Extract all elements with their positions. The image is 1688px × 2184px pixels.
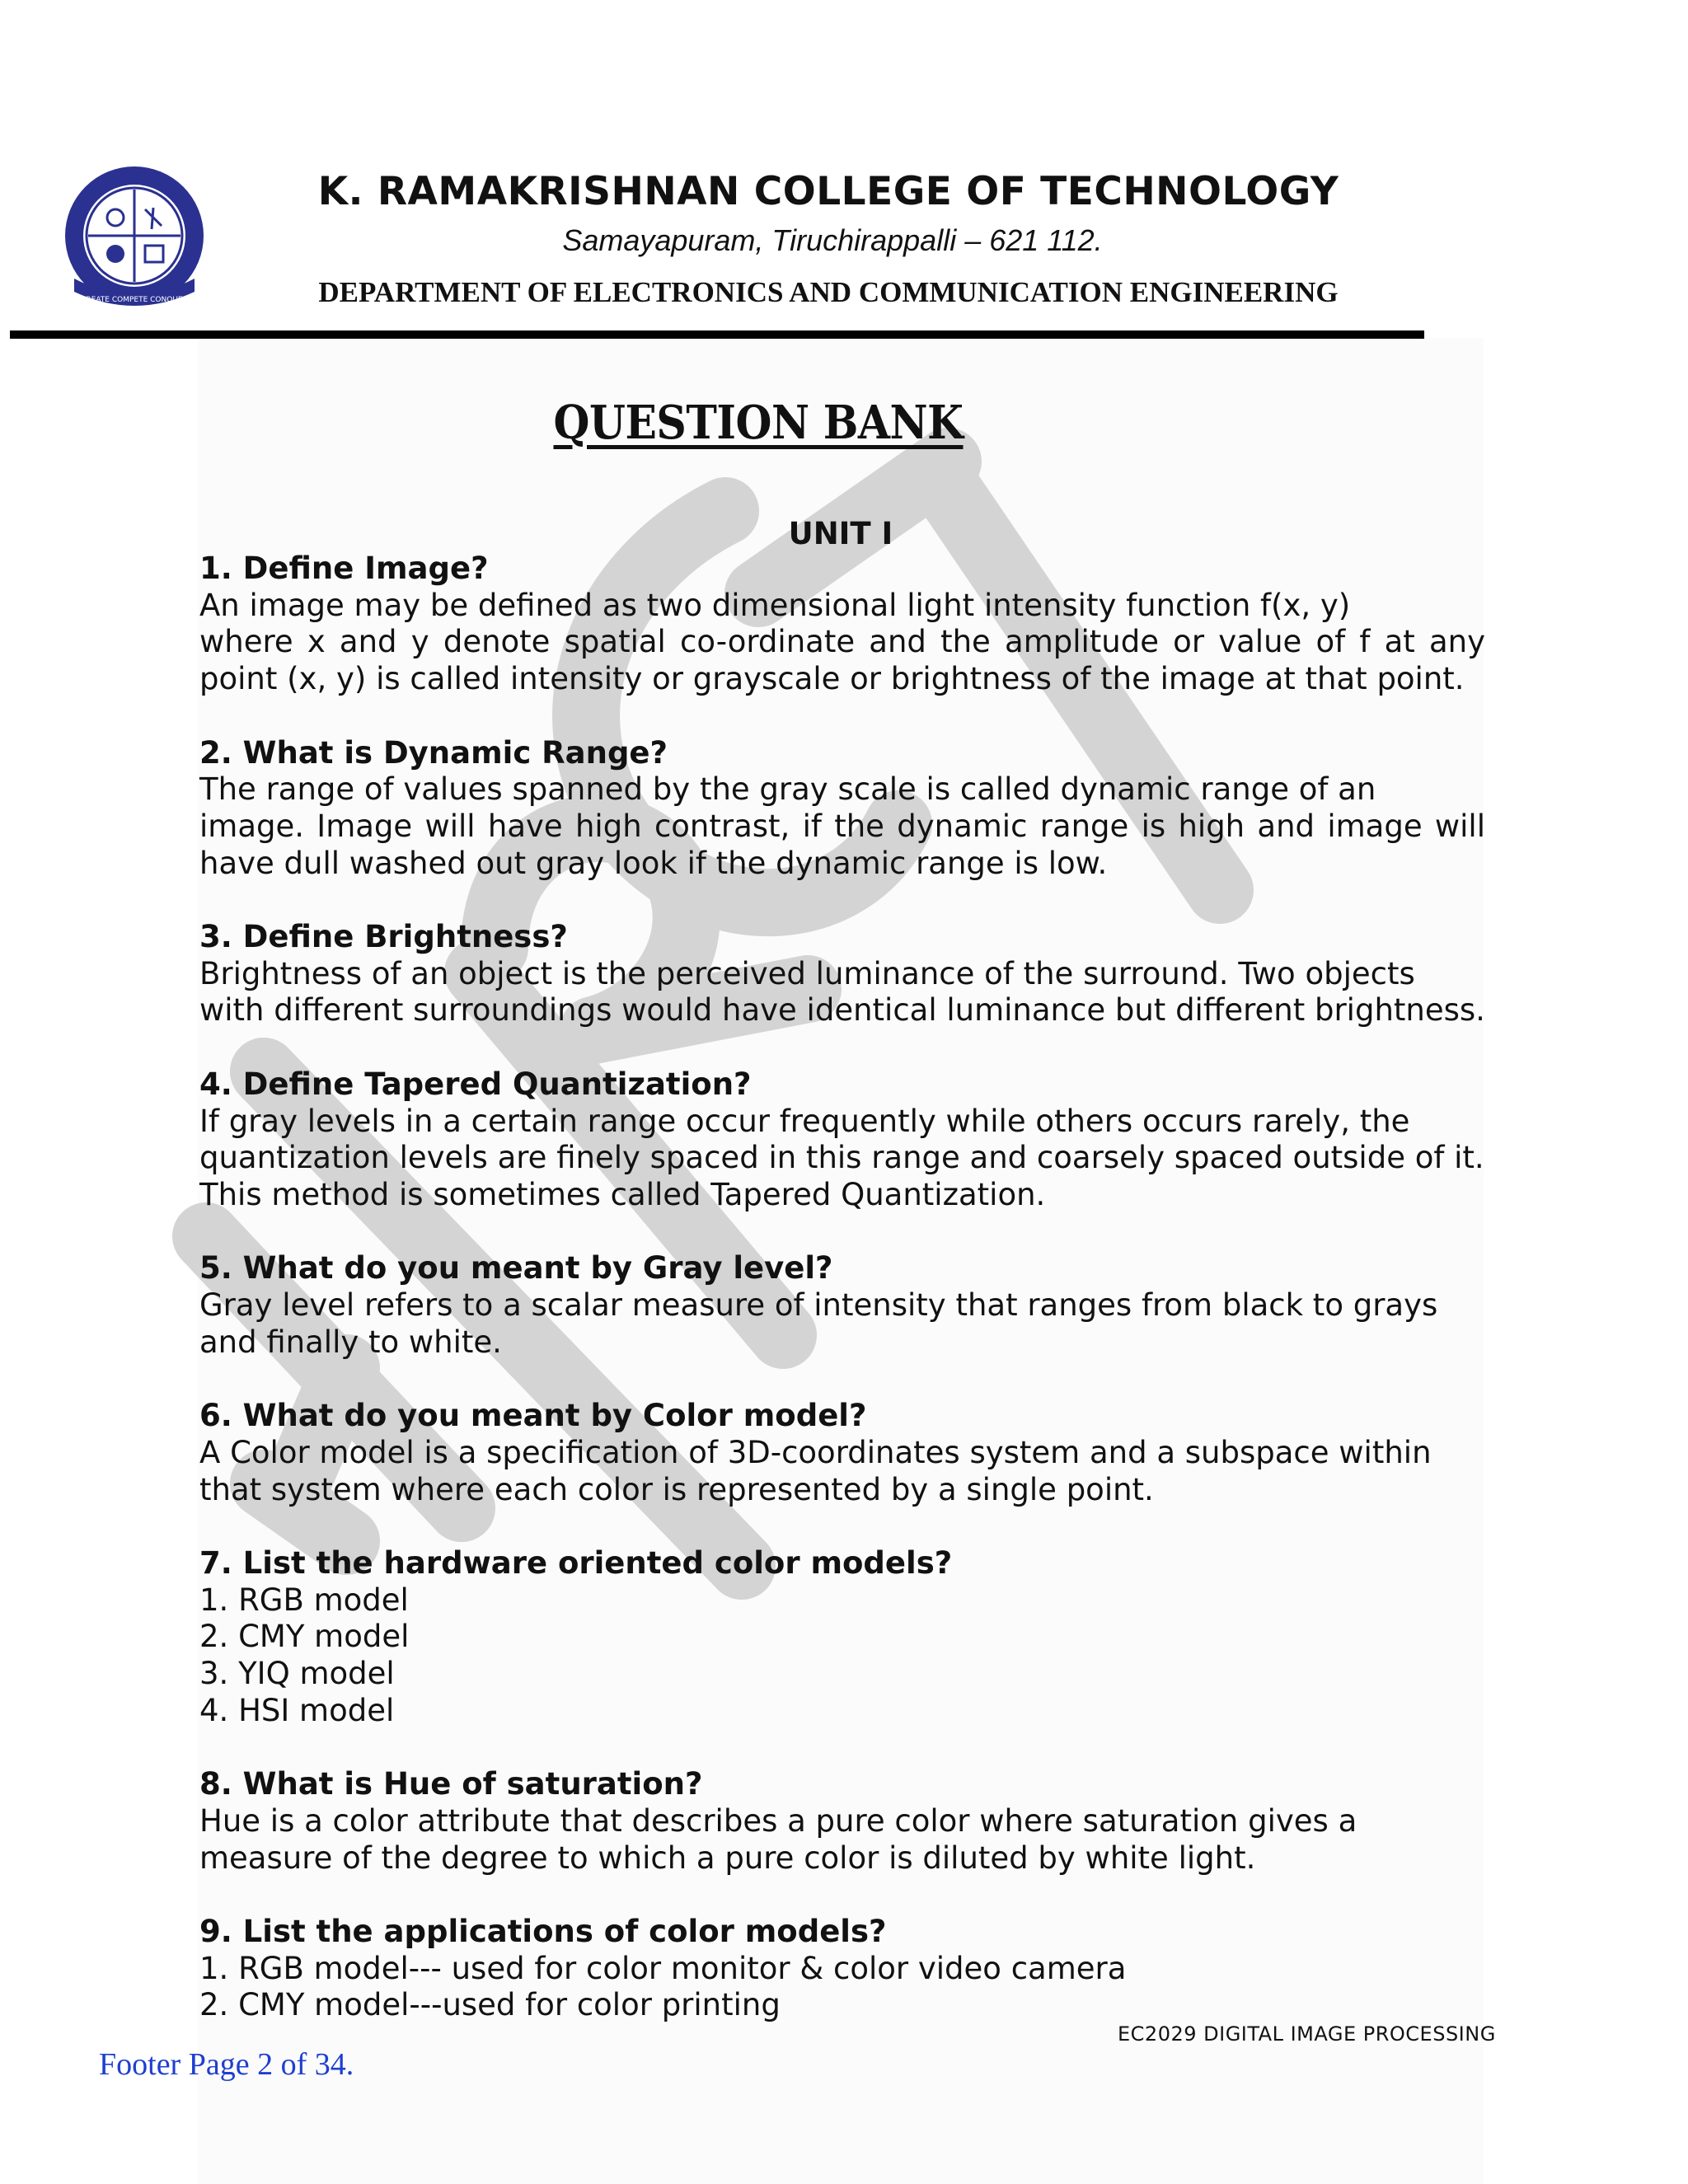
answer-line: quantization levels are finely spaced in this range and coarsely spaced outside of it. (199, 1140, 1484, 1176)
answer-line: image. Image will have high contrast, if the dynamic range is high and image will have dull washed out gray look if the dynamic range is low. (199, 808, 1485, 881)
question-item (199, 1914, 1485, 2024)
question-item (199, 1766, 1485, 1877)
question-text: 8. What is Hue of saturation? (199, 1766, 703, 1802)
question-text: 3. Define Brightness? (199, 919, 568, 954)
question-text: 7. List the hardware oriented color models? (199, 1544, 953, 1581)
answer-line: Gray level refers to a scalar measure of intensity that ranges from black to grays (199, 1287, 1438, 1323)
answer-line: Hue is a color attribute that describes a pure color where saturation gives a (199, 1802, 1357, 1839)
list-item: 1. RGB model--- used for color monitor & color video camera (199, 1950, 1127, 1986)
answer-line: and finally to white. (199, 1324, 502, 1360)
answer-line: The range of values spanned by the gray scale is called dynamic range of an (199, 771, 1376, 808)
answer-line: An image may be defined as two dimensional light intensity function f(x, y) (199, 587, 1351, 623)
header-rule (10, 330, 1424, 339)
question-item (199, 1066, 1485, 1214)
college-address: Samayapuram, Tiruchirappalli – 621 112. (562, 223, 1103, 257)
page-footer: Footer Page 2 of 34. (99, 2047, 354, 2082)
question-text: 2. What is Dynamic Range? (199, 734, 668, 771)
answer-line: A Color model is a specification of 3D-coordinates system and a subspace within (199, 1434, 1432, 1470)
list-item: 3. YIQ model (199, 1656, 395, 1691)
question-item (199, 1398, 1485, 1508)
question-item (199, 919, 1485, 1029)
college-name: K. RAMAKRISHNAN COLLEGE OF TECHNOLOGY (317, 169, 1339, 214)
college-seal-icon (59, 163, 209, 313)
question-item (199, 735, 1485, 883)
question-text: 5. What do you meant by Gray level? (199, 1250, 833, 1286)
question-text: 4. Define Tapered Quantization? (199, 1066, 752, 1102)
question-item (199, 1250, 1485, 1361)
question-text: 6. What do you meant by Color model? (199, 1398, 867, 1434)
department-name: DEPARTMENT OF ELECTRONICS AND COMMUNICATION ENGINEERING (318, 276, 1339, 308)
college-logo (59, 163, 209, 313)
answer-line: measure of the degree to which a pure color is diluted by white light. (199, 1840, 1256, 1876)
unit-heading: UNIT I (788, 516, 893, 551)
answer-line: that system where each color is represented by a single point. (199, 1471, 1154, 1507)
svg-text:CREATE COMPETE CONQUER: CREATE COMPETE CONQUER (81, 296, 188, 304)
question-item (199, 1545, 1485, 1730)
answer-line: with different surroundings would have identical luminance but different brightness. (199, 992, 1485, 1029)
list-item: 1. RGB model (199, 1582, 409, 1618)
answer-line: where x and y denote spatial co-ordinate and the amplitude or value of f at any point (x, y) is called intensity or grayscale or brightness of the image at that point. (199, 624, 1485, 697)
question-list (199, 551, 1485, 2024)
answer-line: This method is sometimes called Tapered Quantization. (199, 1176, 1046, 1212)
answer-line: Brightness of an object is the perceived luminance of the surround. Two objects (199, 955, 1415, 991)
list-item: 2. CMY model (199, 1619, 410, 1655)
question-text: 9. List the applications of color models? (199, 1913, 887, 1949)
page-title: QUESTION BANK (553, 396, 964, 450)
list-item: 4. HSI model (199, 1692, 395, 1728)
question-text: 1. Define Image? (199, 551, 489, 586)
answer-line: If gray levels in a certain range occur frequently while others occurs rarely, the (199, 1103, 1410, 1139)
question-item (199, 551, 1485, 698)
course-name: EC2029 DIGITAL IMAGE PROCESSING (1118, 2022, 1496, 2046)
list-item: 2. CMY model---used for color printing (199, 1987, 781, 2023)
